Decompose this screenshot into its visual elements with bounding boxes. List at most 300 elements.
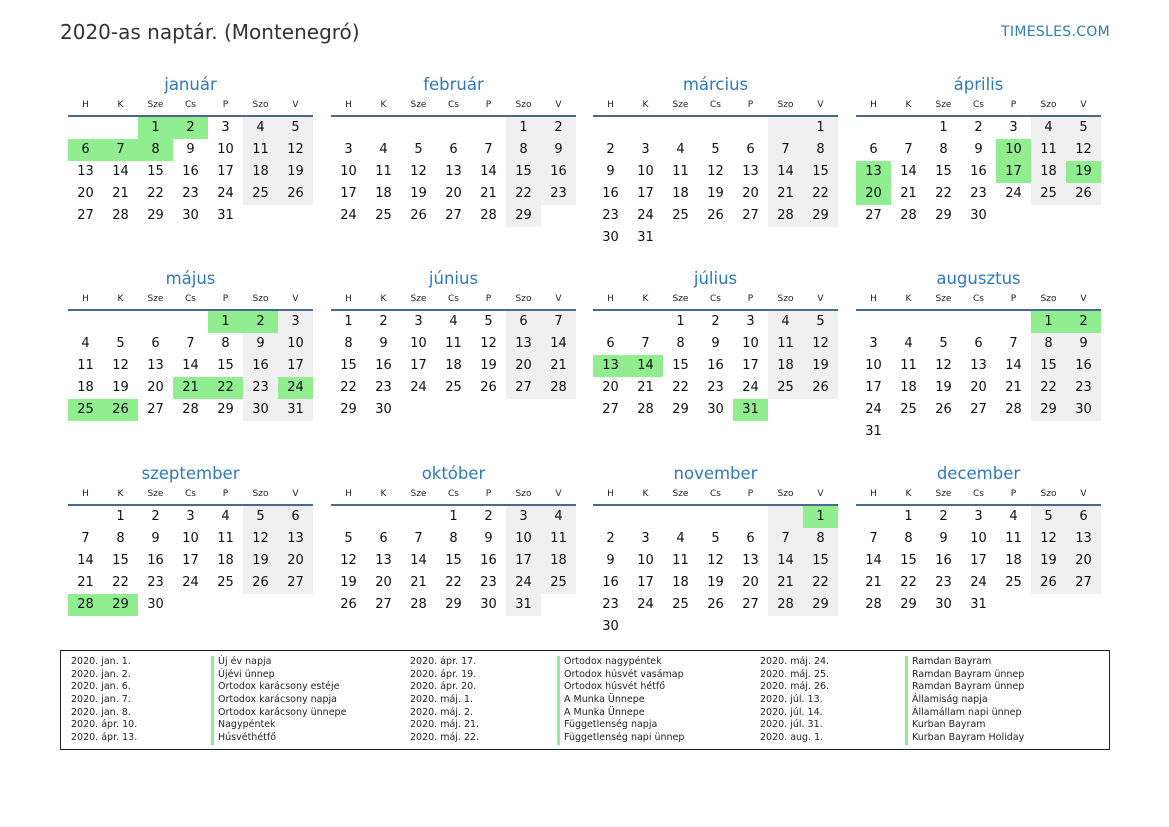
day-cell: 16 — [147, 553, 164, 568]
day-cell: 13 — [742, 553, 759, 568]
day-cell: 2 — [939, 509, 948, 524]
legend-name-column — [211, 656, 346, 745]
day-cell: 29 — [340, 402, 357, 417]
day-cell: 29 — [803, 205, 838, 227]
week-row — [593, 377, 838, 399]
day-cell: 10 — [742, 336, 759, 351]
legend-holiday-name: Függetlenség napi ünnep — [557, 732, 684, 745]
day-cell: 21 — [541, 355, 576, 377]
day-cell: 15 — [935, 164, 952, 179]
day-cell: 11 — [1031, 139, 1066, 161]
day-cell: 2 — [711, 314, 720, 329]
day-cell: 5 — [243, 506, 278, 528]
day-cell: 11 — [77, 358, 94, 373]
week-row — [68, 311, 313, 333]
week-row — [856, 399, 1101, 421]
weekday-label: Szo — [1040, 489, 1057, 499]
month-8 — [856, 267, 1101, 443]
week-row — [331, 355, 576, 377]
day-cell: 10 — [970, 531, 987, 546]
day-cell: 14 — [900, 164, 917, 179]
weekday-label: K — [117, 294, 124, 304]
weekday-label: Sze — [147, 100, 164, 110]
day-cell: 13 — [506, 333, 541, 355]
weekday-label: Cs — [710, 489, 721, 499]
empty-cell — [541, 399, 576, 421]
weekday-label: Cs — [448, 489, 459, 499]
day-cell: 20 — [602, 380, 619, 395]
day-cell: 18 — [672, 186, 689, 201]
day-cell: 4 — [1031, 117, 1066, 139]
day-cell: 26 — [707, 208, 724, 223]
day-cell: 30 — [147, 597, 164, 612]
week-row — [68, 550, 313, 572]
day-cell: 13 — [445, 164, 462, 179]
day-cell: 19 — [935, 380, 952, 395]
weekday-label: Szo — [252, 294, 269, 304]
weekday-label: Szo — [777, 100, 794, 110]
legend-holiday-name: Ramdan Bayram ünnep — [905, 681, 1024, 694]
day-cell: 4 — [379, 142, 388, 157]
day-cell: 31 — [278, 399, 313, 421]
weekday-label: Cs — [973, 294, 984, 304]
day-cell: 22 — [935, 186, 952, 201]
day-cell: 31 — [506, 594, 541, 616]
empty-cell — [506, 399, 541, 421]
day-cell: 29 — [900, 597, 917, 612]
legend-holiday-name: Ortodox húsvét hétfő — [557, 681, 684, 694]
day-cell: 1 — [449, 509, 458, 524]
day-grid — [331, 311, 576, 421]
day-cell: 15 — [803, 161, 838, 183]
day-cell: 27 — [375, 597, 392, 612]
month-name: február — [423, 75, 484, 94]
day-cell: 22 — [506, 183, 541, 205]
weekday-label: P — [747, 100, 754, 110]
holiday-day-cell: 13 — [856, 161, 891, 183]
legend-date: 2020. máj. 25. — [760, 668, 830, 680]
day-cell: 20 — [1066, 550, 1101, 572]
week-row — [331, 117, 576, 139]
legend-holiday-name: Államiság napja — [905, 694, 1024, 707]
day-cell: 30 — [970, 208, 987, 223]
empty-cell — [803, 227, 838, 249]
day-cell: 22 — [803, 572, 838, 594]
week-row — [593, 117, 838, 139]
day-cell: 23 — [602, 597, 619, 612]
empty-cell — [471, 117, 506, 139]
day-cell: 3 — [278, 311, 313, 333]
day-cell: 19 — [410, 186, 427, 201]
weekday-label: Cs — [185, 489, 196, 499]
day-cell: 5 — [711, 531, 720, 546]
legend-date: 2020. júl. 13. — [760, 694, 823, 706]
day-cell: 15 — [147, 164, 164, 179]
day-cell: 23 — [707, 380, 724, 395]
day-cell: 19 — [803, 355, 838, 377]
day-cell: 21 — [480, 186, 497, 201]
day-cell: 30 — [375, 402, 392, 417]
weekday-label: Sze — [147, 294, 164, 304]
day-cell: 30 — [182, 208, 199, 223]
day-cell: 30 — [243, 399, 278, 421]
legend-date: 2020. jan. 8. — [71, 706, 131, 718]
empty-cell — [926, 311, 961, 333]
weekday-label: P — [1010, 100, 1017, 110]
day-cell: 27 — [865, 208, 882, 223]
day-cell: 1 — [116, 509, 125, 524]
day-cell: 6 — [606, 336, 615, 351]
day-cell: 6 — [506, 311, 541, 333]
day-cell: 24 — [742, 380, 759, 395]
legend-date: 2020. ápr. 17. — [410, 656, 477, 667]
day-cell: 29 — [1031, 399, 1066, 421]
day-cell: 17 — [217, 164, 234, 179]
day-cell: 16 — [1066, 355, 1101, 377]
week-row — [593, 616, 838, 638]
weekday-label: V — [817, 100, 824, 110]
day-cell: 4 — [1009, 509, 1018, 524]
empty-cell — [803, 616, 838, 638]
weekday-label: P — [485, 489, 492, 499]
legend-date-column — [71, 656, 137, 745]
month-name: július — [693, 269, 738, 288]
day-cell: 16 — [375, 358, 392, 373]
weekday-label: K — [905, 489, 912, 499]
day-cell: 18 — [768, 355, 803, 377]
week-row — [331, 506, 576, 528]
day-cell: 29 — [147, 208, 164, 223]
empty-cell — [891, 421, 926, 443]
legend-date: 2020. máj. 26. — [760, 681, 830, 693]
week-row — [593, 161, 838, 183]
empty-cell — [996, 594, 1031, 616]
week-row — [856, 355, 1101, 377]
day-cell: 27 — [506, 377, 541, 399]
day-cell: 7 — [768, 139, 803, 161]
day-cell: 28 — [768, 205, 803, 227]
weekday-label: H — [82, 100, 89, 110]
month-name: március — [682, 75, 749, 94]
week-row — [68, 139, 313, 161]
day-cell: 16 — [707, 358, 724, 373]
day-cell: 6 — [278, 506, 313, 528]
day-cell: 9 — [939, 531, 948, 546]
weekday-label: Szo — [252, 489, 269, 499]
day-cell: 11 — [768, 333, 803, 355]
day-cell: 25 — [900, 402, 917, 417]
empty-cell — [138, 311, 173, 333]
legend-holiday-name: Nagypéntek — [211, 719, 346, 732]
holiday-day-cell: 17 — [996, 161, 1031, 183]
legend-holiday-name: Államállam napi ünnep — [905, 707, 1024, 720]
day-cell: 7 — [484, 142, 493, 157]
day-cell: 9 — [974, 142, 983, 157]
day-cell: 12 — [935, 358, 952, 373]
day-cell: 12 — [340, 553, 357, 568]
legend-holiday-name: Ortodox nagypéntek — [557, 656, 684, 669]
day-cell: 21 — [77, 575, 94, 590]
weekday-label: P — [222, 100, 229, 110]
day-cell: 25 — [243, 183, 278, 205]
day-cell: 17 — [742, 358, 759, 373]
day-cell: 6 — [869, 142, 878, 157]
empty-cell — [68, 311, 103, 333]
legend-date-column — [410, 656, 479, 745]
day-cell: 25 — [217, 575, 234, 590]
day-cell: 3 — [974, 509, 983, 524]
legend-holiday-name: Kurban Bayram — [905, 719, 1024, 732]
day-cell: 28 — [1005, 402, 1022, 417]
empty-cell — [768, 506, 803, 528]
day-cell: 28 — [768, 594, 803, 616]
day-cell: 4 — [221, 509, 230, 524]
weekday-label: V — [817, 489, 824, 499]
day-cell: 26 — [1066, 183, 1101, 205]
day-cell: 23 — [375, 380, 392, 395]
empty-cell — [663, 117, 698, 139]
day-cell: 20 — [278, 550, 313, 572]
day-cell: 29 — [217, 402, 234, 417]
weekday-label: H — [870, 489, 877, 499]
weekday-label: K — [117, 100, 124, 110]
day-cell: 19 — [340, 575, 357, 590]
day-cell: 13 — [742, 164, 759, 179]
day-cell: 26 — [707, 597, 724, 612]
day-cell: 14 — [77, 553, 94, 568]
day-cell: 4 — [81, 336, 90, 351]
day-cell: 22 — [445, 575, 462, 590]
day-cell: 7 — [768, 528, 803, 550]
day-cell: 23 — [480, 575, 497, 590]
day-grid — [331, 506, 576, 616]
legend-date: 2020. júl. 31. — [760, 719, 823, 731]
day-cell: 15 — [803, 550, 838, 572]
day-cell: 9 — [1066, 333, 1101, 355]
day-grid — [593, 311, 838, 421]
week-row — [68, 399, 313, 421]
week-row — [593, 227, 838, 249]
day-cell: 23 — [243, 377, 278, 399]
day-cell: 22 — [112, 575, 129, 590]
day-cell: 17 — [340, 186, 357, 201]
weekday-label: P — [222, 294, 229, 304]
day-cell: 19 — [112, 380, 129, 395]
day-cell: 10 — [410, 336, 427, 351]
week-row — [856, 117, 1101, 139]
week-row — [331, 183, 576, 205]
empty-cell — [173, 594, 208, 616]
day-cell: 7 — [904, 142, 913, 157]
weekday-label: K — [380, 489, 387, 499]
week-row — [593, 399, 838, 421]
month-12 — [856, 462, 1101, 616]
day-cell: 17 — [278, 355, 313, 377]
day-grid — [856, 311, 1101, 443]
day-cell: 11 — [217, 531, 234, 546]
day-cell: 7 — [541, 311, 576, 333]
weekday-label: Cs — [448, 294, 459, 304]
day-cell: 16 — [541, 161, 576, 183]
legend-holiday-name: A Munka Ünnepe — [557, 694, 684, 707]
empty-cell — [208, 594, 243, 616]
holiday-day-cell: 1 — [1031, 311, 1066, 333]
week-row — [331, 311, 576, 333]
weekday-header — [593, 486, 838, 506]
day-cell: 21 — [637, 380, 654, 395]
weekday-label: H — [870, 294, 877, 304]
day-cell: 27 — [77, 208, 94, 223]
weekday-label: Cs — [710, 294, 721, 304]
week-row — [856, 528, 1101, 550]
day-grid — [856, 506, 1101, 616]
day-cell: 16 — [602, 186, 619, 201]
day-cell: 3 — [869, 336, 878, 351]
week-row — [856, 333, 1101, 355]
empty-cell — [733, 616, 768, 638]
day-cell: 5 — [1031, 506, 1066, 528]
day-cell: 28 — [410, 597, 427, 612]
brand-link[interactable]: TIMESLES.COM — [1001, 24, 1110, 40]
day-cell: 13 — [278, 528, 313, 550]
holiday-day-cell: 24 — [278, 377, 313, 399]
legend-date: 2020. jan. 1. — [71, 656, 131, 667]
day-cell: 9 — [541, 139, 576, 161]
legend-date: 2020. máj. 22. — [410, 732, 480, 744]
weekday-label: Szo — [777, 489, 794, 499]
empty-cell — [173, 311, 208, 333]
day-cell: 21 — [865, 575, 882, 590]
day-cell: 25 — [1005, 575, 1022, 590]
day-cell: 17 — [865, 380, 882, 395]
empty-cell — [1031, 205, 1066, 227]
weekday-label: H — [607, 294, 614, 304]
empty-cell — [541, 594, 576, 616]
week-row — [593, 205, 838, 227]
week-row — [68, 506, 313, 528]
day-cell: 24 — [637, 208, 654, 223]
day-cell: 25 — [672, 597, 689, 612]
day-cell: 4 — [768, 311, 803, 333]
legend-holiday-name: Újévi ünnep — [211, 669, 346, 682]
legend-date: 2020. máj. 2. — [410, 706, 474, 718]
day-cell: 23 — [970, 186, 987, 201]
weekday-label: H — [607, 100, 614, 110]
day-cell: 3 — [641, 531, 650, 546]
day-cell: 10 — [182, 531, 199, 546]
weekday-label: V — [292, 294, 299, 304]
day-cell: 18 — [900, 380, 917, 395]
day-cell: 18 — [1031, 161, 1066, 183]
day-cell: 2 — [151, 509, 160, 524]
day-cell: 5 — [344, 531, 353, 546]
empty-cell — [856, 117, 891, 139]
day-cell: 5 — [484, 314, 493, 329]
holiday-day-cell: 29 — [103, 594, 138, 616]
week-row — [68, 333, 313, 355]
month-6 — [331, 267, 576, 421]
day-cell: 27 — [445, 208, 462, 223]
day-cell: 27 — [147, 402, 164, 417]
day-cell: 16 — [243, 355, 278, 377]
day-cell: 14 — [410, 553, 427, 568]
month-9 — [68, 462, 313, 616]
day-cell: 8 — [803, 528, 838, 550]
empty-cell — [471, 399, 506, 421]
day-cell: 27 — [1066, 572, 1101, 594]
weekday-label: H — [345, 489, 352, 499]
day-cell: 7 — [1009, 336, 1018, 351]
day-cell: 19 — [243, 550, 278, 572]
day-cell: 20 — [742, 575, 759, 590]
week-row — [856, 139, 1101, 161]
day-cell: 28 — [541, 377, 576, 399]
empty-cell — [926, 421, 961, 443]
day-cell: 25 — [445, 380, 462, 395]
empty-cell — [278, 594, 313, 616]
weekday-header — [331, 486, 576, 506]
day-cell: 11 — [541, 528, 576, 550]
day-cell: 2 — [606, 142, 615, 157]
weekday-label: K — [380, 100, 387, 110]
legend-holiday-name: Ortodox karácsony ünnepe — [211, 707, 346, 720]
day-cell: 4 — [449, 314, 458, 329]
empty-cell — [593, 117, 628, 139]
day-cell: 25 — [375, 208, 392, 223]
weekday-label: Szo — [1040, 100, 1057, 110]
legend-date: 2020. jan. 7. — [71, 694, 131, 706]
day-cell: 23 — [182, 186, 199, 201]
day-cell: 24 — [1005, 186, 1022, 201]
week-row — [331, 161, 576, 183]
day-cell: 13 — [77, 164, 94, 179]
day-cell: 24 — [410, 380, 427, 395]
empty-cell — [1031, 594, 1066, 616]
day-cell: 22 — [803, 183, 838, 205]
legend-date: 2020. aug. 1. — [760, 732, 824, 744]
weekday-label: P — [222, 489, 229, 499]
weekday-header — [856, 486, 1101, 506]
day-cell: 18 — [217, 553, 234, 568]
day-cell: 24 — [865, 402, 882, 417]
legend-date: 2020. ápr. 20. — [410, 681, 477, 693]
day-cell: 18 — [1005, 553, 1022, 568]
day-cell: 26 — [243, 572, 278, 594]
day-cell: 30 — [935, 597, 952, 612]
week-row — [68, 205, 313, 227]
weekday-label: P — [747, 489, 754, 499]
day-cell: 1 — [904, 509, 913, 524]
day-cell: 4 — [243, 117, 278, 139]
holiday-day-cell: 1 — [803, 506, 838, 528]
weekday-label: H — [82, 294, 89, 304]
week-row — [593, 572, 838, 594]
day-cell: 28 — [112, 208, 129, 223]
weekday-label: P — [747, 294, 754, 304]
day-cell: 30 — [602, 230, 619, 245]
day-cell: 8 — [939, 142, 948, 157]
day-cell: 20 — [147, 380, 164, 395]
day-cell: 6 — [974, 336, 983, 351]
day-cell: 9 — [711, 336, 720, 351]
week-row — [593, 550, 838, 572]
weekday-label: P — [485, 100, 492, 110]
empty-cell — [593, 311, 628, 333]
day-cell: 8 — [221, 336, 230, 351]
empty-cell — [401, 117, 436, 139]
week-row — [593, 183, 838, 205]
legend-name-column — [557, 656, 684, 745]
